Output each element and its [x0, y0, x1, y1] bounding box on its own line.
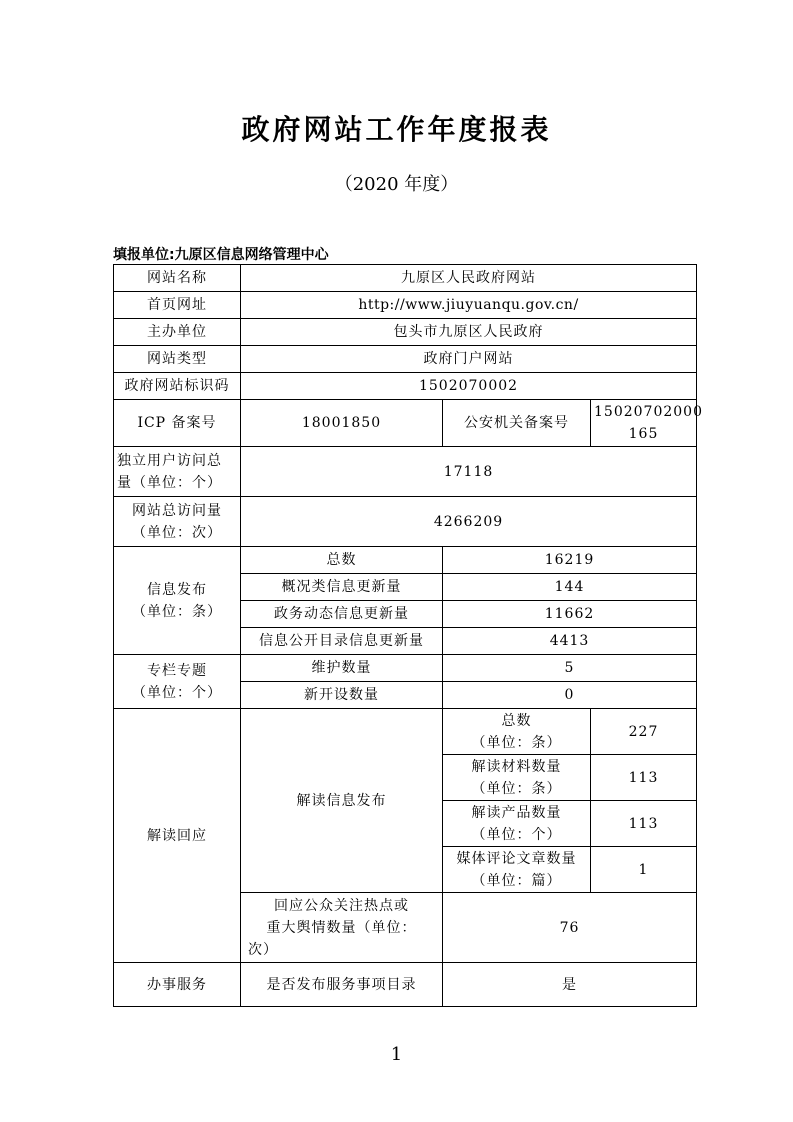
interp-material-label-line2: （单位：条） [471, 780, 562, 797]
filing-unit: 填报单位:九原区信息网络管理中心 [113, 247, 329, 263]
interp-total-label [443, 709, 591, 755]
columns-maintained-label: 维护数量 [241, 655, 443, 682]
interpretation-label: 解读回应 [114, 709, 241, 963]
unique-visitors-value: 17118 [241, 447, 697, 497]
site-type-value: 政府门户网站 [241, 346, 697, 373]
interp-total-label-line1: 总数 [501, 712, 532, 729]
info-disclosure-value: 4413 [443, 628, 697, 655]
interp-media-value: 1 [591, 847, 697, 893]
info-news-value: 11662 [443, 601, 697, 628]
police-record-value-line2: 165 [628, 426, 659, 442]
total-visits-label-line1: 网站总访问量 [132, 502, 222, 519]
columns-maintained-value: 5 [443, 655, 697, 682]
interpretation-release-label: 解读信息发布 [241, 709, 443, 893]
service-catalog-label: 是否发布服务事项目录 [241, 963, 443, 1007]
interp-product-label-line1: 解读产品数量 [471, 804, 562, 821]
table-row [114, 547, 697, 574]
columns-new-value: 0 [443, 682, 697, 709]
interp-material-label-line1: 解读材料数量 [471, 758, 562, 775]
sponsor-value: 包头市九原区人民政府 [241, 319, 697, 346]
total-visits-label [114, 497, 241, 547]
interp-total-value: 227 [591, 709, 697, 755]
site-code-label: 政府网站标识码 [114, 373, 241, 400]
service-label: 办事服务 [114, 963, 241, 1007]
columns-label [114, 655, 241, 709]
site-name-label: 网站名称 [114, 265, 241, 292]
table-row [114, 709, 697, 755]
interp-media-label-line2: （单位：篇） [471, 872, 562, 889]
columns-new-label: 新开设数量 [241, 682, 443, 709]
unique-visitors-label [114, 447, 241, 497]
columns-label-line1: 专栏专题 [147, 662, 207, 679]
table-row [114, 292, 697, 319]
info-total-label: 总数 [241, 547, 443, 574]
report-year: （2020 年度） [334, 174, 459, 195]
total-visits-label-line2: （单位：次） [132, 524, 222, 541]
interp-media-label-line1: 媒体评论文章数量 [456, 850, 577, 867]
response-value: 76 [443, 893, 697, 963]
info-release-label-line2: （单位：条） [132, 603, 222, 620]
interp-media-label [443, 847, 591, 893]
icp-value: 18001850 [241, 400, 443, 447]
police-record-value-line1: 15020702000 [594, 404, 703, 420]
info-disclosure-label: 信息公开目录信息更新量 [241, 628, 443, 655]
icp-label: ICP 备案号 [114, 400, 241, 447]
police-record-value [591, 400, 703, 447]
columns-label-line2: （单位：个） [132, 684, 222, 701]
info-total-value: 16219 [443, 547, 697, 574]
interp-product-label-line2: （单位：个） [471, 826, 562, 843]
table-row [114, 497, 697, 547]
unique-visitors-label-line1: 独立用户访问总 [117, 452, 222, 469]
response-label-line2: 重大舆情数量（单位： [266, 919, 417, 936]
table-row [114, 373, 697, 400]
table-row [114, 655, 697, 682]
info-release-label-line1: 信息发布 [147, 581, 207, 598]
interp-product-value: 113 [591, 801, 697, 847]
info-overview-label: 概况类信息更新量 [241, 574, 443, 601]
interp-total-label-line2: （单位：条） [471, 734, 562, 751]
info-news-label: 政务动态信息更新量 [241, 601, 443, 628]
total-visits-value: 4266209 [241, 497, 697, 547]
response-label-line1: 回应公众关注热点或 [274, 897, 409, 914]
page-number: 1 [390, 1044, 403, 1065]
homepage-label: 首页网址 [114, 292, 241, 319]
response-label-line3: 次） [248, 941, 278, 958]
interp-material-label [443, 755, 591, 801]
service-catalog-value: 是 [443, 963, 697, 1007]
info-release-label [114, 547, 241, 655]
unique-visitors-label-line2: 量（单位：个） [117, 474, 222, 491]
site-code-value: 1502070002 [241, 373, 697, 400]
response-label [241, 893, 443, 963]
report-table [113, 264, 703, 1007]
table-row [114, 400, 697, 447]
site-name-value: 九原区人民政府网站 [241, 265, 697, 292]
homepage-value: http://www.jiuyuanqu.gov.cn/ [241, 292, 697, 319]
table-row [114, 265, 697, 292]
info-overview-value: 144 [443, 574, 697, 601]
site-type-label: 网站类型 [114, 346, 241, 373]
table-row [114, 319, 697, 346]
table-row [114, 447, 697, 497]
report-title: 政府网站工作年度报表 [241, 113, 552, 146]
interp-material-value: 113 [591, 755, 697, 801]
police-record-label: 公安机关备案号 [443, 400, 591, 447]
table-row [114, 346, 697, 373]
table-row [114, 963, 697, 1007]
interp-product-label [443, 801, 591, 847]
sponsor-label: 主办单位 [114, 319, 241, 346]
